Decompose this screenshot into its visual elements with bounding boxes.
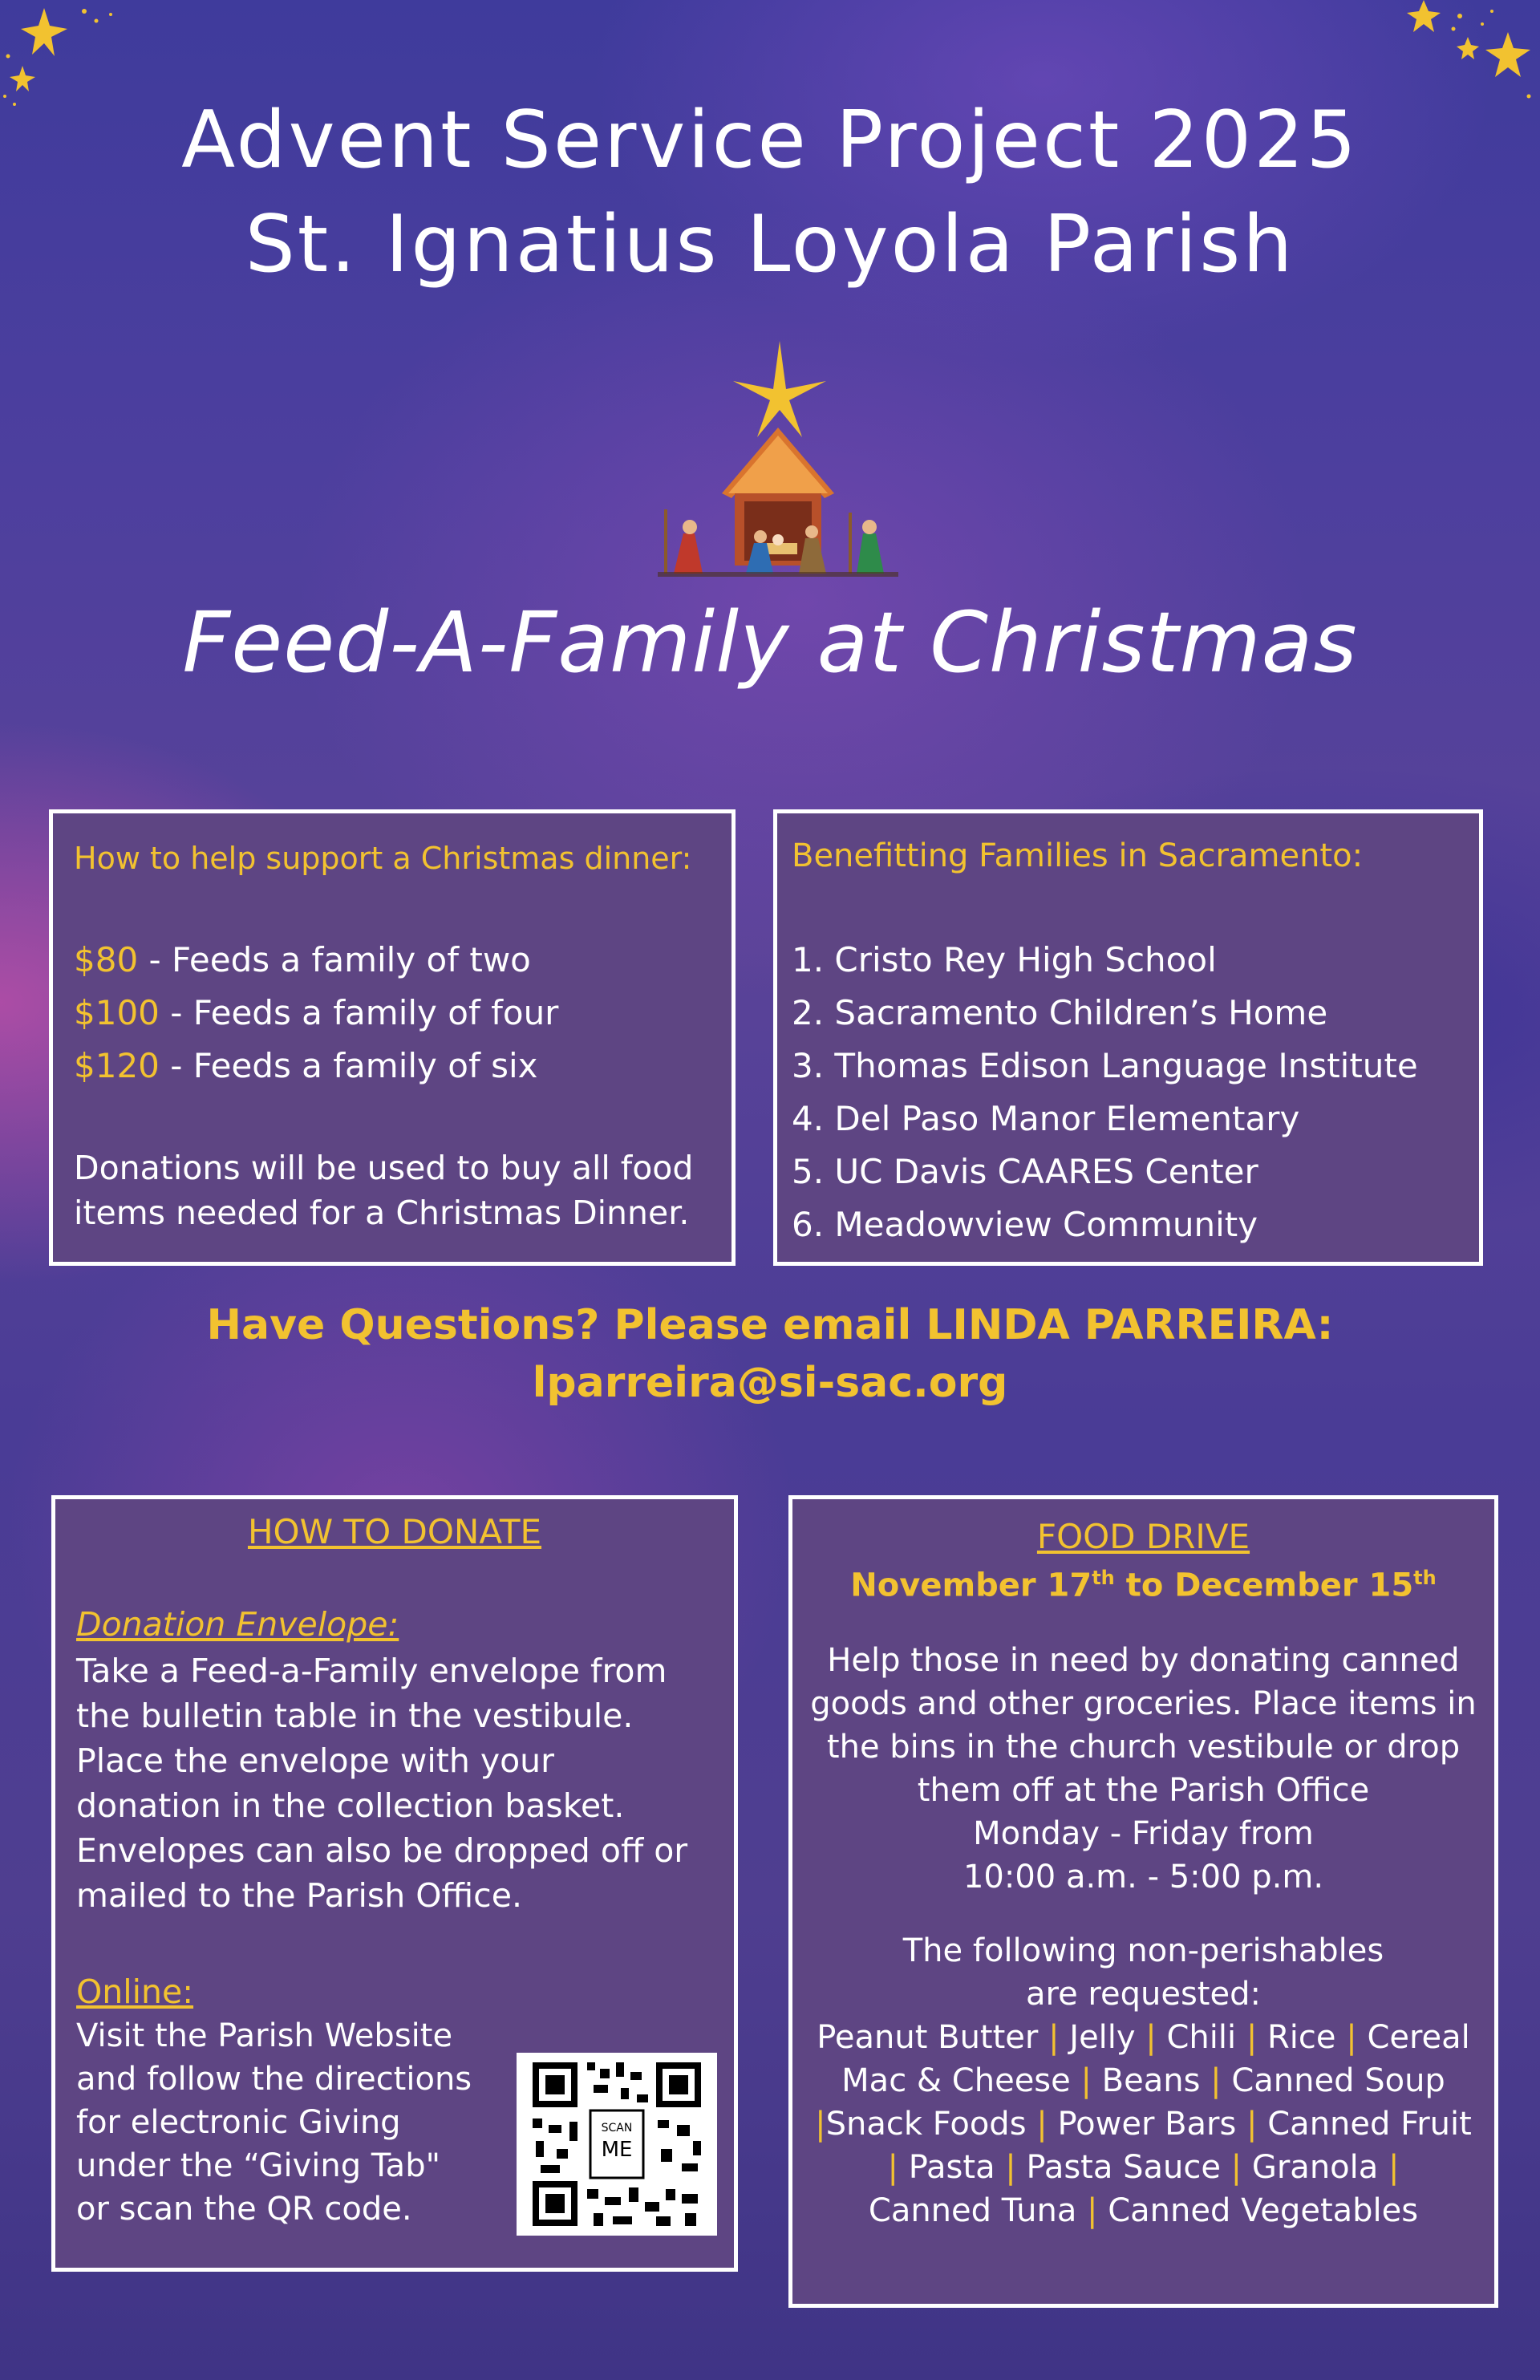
food-item: Canned Tuna xyxy=(868,2192,1077,2229)
help-text: goods and other groceries. Place items in xyxy=(810,1685,1477,1722)
page-title-line1: Advent Service Project 2025 xyxy=(181,95,1359,186)
food-drive-heading: FOOD DRIVE xyxy=(1036,1517,1250,1556)
support-box xyxy=(49,809,736,1266)
online-text: for electronic Giving xyxy=(76,2104,401,2141)
food-item: Pasta Sauce xyxy=(1026,2149,1221,2186)
tier-text: - Feeds a family of two xyxy=(138,940,531,979)
food-item: Pasta xyxy=(908,2149,995,2186)
online-text: and follow the directions xyxy=(76,2061,472,2098)
help-text: Monday - Friday from xyxy=(973,1815,1314,1852)
list-item: 2. Sacramento Children’s Home xyxy=(792,993,1328,1032)
food-item: Cereal xyxy=(1367,2019,1470,2056)
request-text: The following non-perishables xyxy=(902,1932,1384,1969)
food-items-row: | Pasta | Pasta Sauce | Granola | xyxy=(887,2149,1400,2186)
benefit-heading: Benefitting Families in Sacramento: xyxy=(792,837,1364,874)
contact-email[interactable]: lparreira@si-sac.org xyxy=(532,1359,1008,1407)
tier-row xyxy=(74,1046,538,1085)
tier-row xyxy=(74,993,558,1032)
envelope-text: mailed to the Parish Office. xyxy=(76,1876,522,1915)
food-item: Power Bars xyxy=(1057,2106,1237,2143)
envelope-text: donation in the collection basket. xyxy=(76,1786,625,1825)
food-item: Canned Vegetables xyxy=(1108,2192,1419,2229)
help-text: them off at the Parish Office xyxy=(917,1772,1370,1809)
help-text: the bins in the church vestibule or drop xyxy=(826,1729,1461,1766)
tier-text: - Feeds a family of six xyxy=(159,1046,538,1085)
donate-heading: HOW TO DONATE xyxy=(247,1512,542,1551)
qr-scan-label: SCAN xyxy=(601,2122,633,2135)
food-item: Peanut Butter xyxy=(817,2019,1039,2056)
request-text: are requested: xyxy=(1026,1976,1261,2013)
food-items-row: |Snack Foods | Power Bars | Canned Fruit xyxy=(815,2106,1472,2143)
tier-amount: $120 xyxy=(74,1046,160,1085)
help-text: Help those in need by donating canned xyxy=(827,1642,1460,1679)
envelope-text: the bulletin table in the vestibule. xyxy=(76,1697,634,1735)
list-item: 5. UC Davis CAARES Center xyxy=(792,1152,1258,1191)
food-item: Granola xyxy=(1251,2149,1379,2186)
benefit-box xyxy=(773,809,1483,1266)
food-items-row: Peanut Butter | Jelly | Chili | Rice | Cereal xyxy=(817,2019,1470,2056)
food-item: Snack Foods xyxy=(825,2106,1027,2143)
food-items-row: Mac & Cheese | Beans | Canned Soup xyxy=(841,2062,1445,2099)
donation-note-line1: Donations will be used to buy all food xyxy=(74,1149,694,1187)
food-items-row: Canned Tuna | Canned Vegetables xyxy=(868,2192,1419,2229)
list-item: 6. Meadowview Community xyxy=(792,1205,1258,1244)
food-drive-dates: November 17th to December 15th xyxy=(850,1567,1437,1604)
donation-note-line2: items needed for a Christmas Dinner. xyxy=(74,1194,690,1232)
online-heading: Online: xyxy=(76,1973,194,2011)
page-title-line2: St. Ignatius Loyola Parish xyxy=(245,199,1295,290)
food-item: Canned Fruit xyxy=(1267,2106,1472,2143)
online-text: under the “Giving Tab" xyxy=(76,2147,440,2184)
food-item: Rice xyxy=(1267,2019,1336,2056)
envelope-text: Take a Feed-a-Family envelope from xyxy=(76,1652,667,1690)
food-item: Jelly xyxy=(1069,2019,1136,2056)
online-text: Visit the Parish Website xyxy=(76,2017,453,2054)
list-item: 4. Del Paso Manor Elementary xyxy=(792,1099,1300,1138)
envelope-text: Place the envelope with your xyxy=(76,1741,555,1780)
qr-me-label: ME xyxy=(601,2138,633,2162)
envelope-text: Envelopes can also be dropped off or xyxy=(76,1831,688,1870)
donate-box xyxy=(51,1495,738,2272)
food-drive-box xyxy=(788,1495,1498,2308)
help-text: 10:00 a.m. - 5:00 p.m. xyxy=(962,1859,1324,1895)
food-item: Canned Soup xyxy=(1231,2062,1445,2099)
list-item: 1. Cristo Rey High School xyxy=(792,940,1217,979)
tier-amount: $100 xyxy=(74,993,160,1032)
tier-amount: $80 xyxy=(74,940,139,979)
food-item: Chili xyxy=(1166,2019,1237,2056)
tier-row xyxy=(74,940,531,979)
list-item: 3. Thomas Edison Language Institute xyxy=(792,1046,1418,1085)
qr-code-icon[interactable] xyxy=(517,2053,717,2236)
food-item: Beans xyxy=(1101,2062,1201,2099)
support-heading: How to help support a Christmas dinner: xyxy=(74,841,692,876)
food-item: Mac & Cheese xyxy=(841,2062,1071,2099)
tier-text: - Feeds a family of four xyxy=(159,993,559,1032)
feed-a-family-heading: Feed-A-Family at Christmas xyxy=(182,594,1358,691)
nativity-icon xyxy=(642,333,914,590)
envelope-heading: Donation Envelope: xyxy=(76,1605,399,1644)
contact-line: Have Questions? Please email LINDA PARREIRA: xyxy=(206,1301,1334,1349)
online-text: or scan the QR code. xyxy=(76,2191,412,2228)
